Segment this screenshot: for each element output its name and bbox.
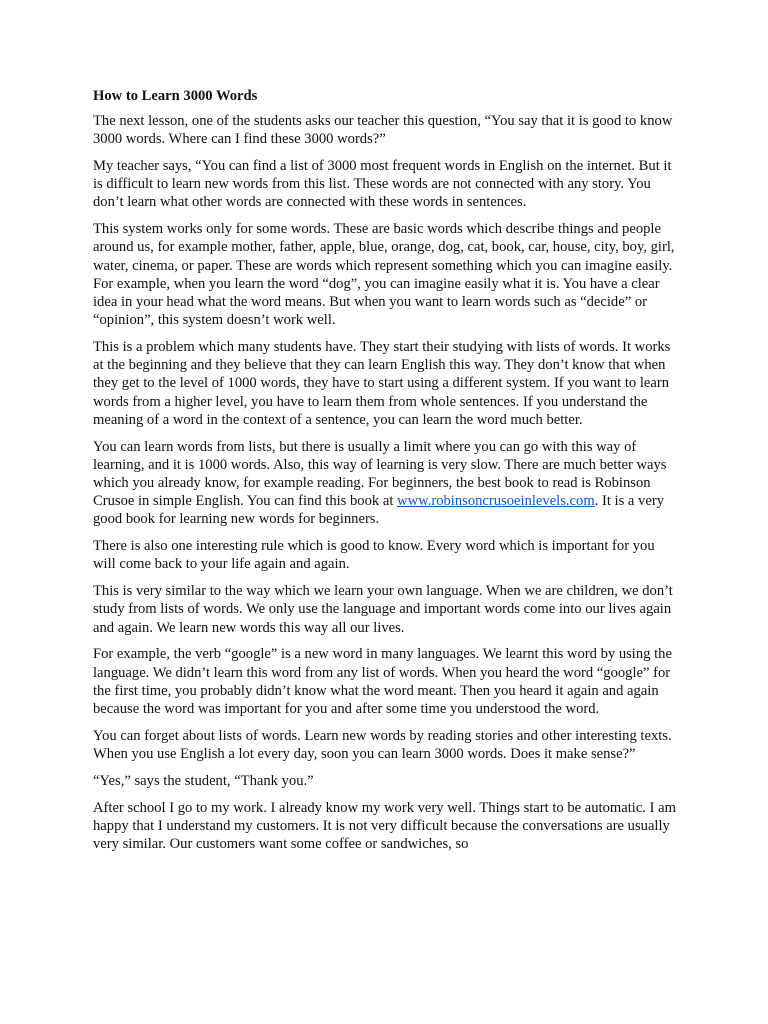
- document-page: [93, 86, 676, 862]
- paragraph-text-before-link: You can learn words from lists, but there is usually a limit where you can go with this way of learning, and it is 1000 words. Also, this way of learning is very slow. There are much better ways which you already know, for example reading. For beginners, the best book to read is Robinson Crusoe in simple English. You can find this book at: [93, 438, 667, 510]
- paragraph: This is a problem which many students have. They start their studying with lists of words. It works at the beginning and they believe that they can learn English this way. They don’t know that when they get to the level of 1000 words, they have to start using a different system. If you want to learn words from a higher level, you have to learn them from whole sentences. If you understand the meaning of a word in the context of a sentence, you can learn the word much better.: [93, 339, 671, 428]
- paragraph: You can forget about lists of words. Learn new words by reading stories and other interesting texts. When you use English a lot every day, soon you can learn 3000 words. Does it make sense?”: [93, 727, 672, 763]
- paragraph: This is very similar to the way which we learn your own language. When we are children, we don’t study from lists of words. We only use the language and important words come into our lives again and again. We learn new words this way all our lives.: [93, 583, 673, 636]
- document-title: How to Learn 3000 Words: [93, 88, 258, 104]
- robinson-crusoe-link[interactable]: www.robinsoncrusoeinlevels.com: [397, 493, 595, 510]
- paragraph: This system works only for some words. These are basic words which describe things and people around us, for example mother, father, apple, blue, orange, dog, cat, book, car, house, city, boy, girl, water, cinema, or paper. These are words which represent something which you can imagine easily. For example, when you learn the word “dog”, you can imagine easily what it is. You have a clear idea in your head what the word means. But when you want to learn words such as “decide” or “opinion”, this system doesn’t work well.: [93, 221, 675, 329]
- paragraph: “Yes,” says the student, “Thank you.”: [93, 772, 314, 789]
- paragraph: After school I go to my work. I already know my work very well. Things start to be automatic. I am happy that I understand my customers. It is not very difficult because the conversations are usually very similar. Our customers want some coffee or sandwiches, so: [93, 799, 676, 853]
- paragraph: For example, the verb “google” is a new word in many languages. We learnt this word by using the language. We didn’t learn this word from any list of words. When you heard the word “google” for the first time, you probably didn’t know what the word meant. Then you heard it again and again because the word was important for you and after some time you understood the word.: [93, 646, 672, 718]
- paragraph: There is also one interesting rule which is good to know. Every word which is important for you will come back to your life again and again.: [93, 538, 655, 573]
- paragraph-text-after-link: . It is a very good book for learning new words for beginners.: [93, 493, 664, 528]
- paragraph: The next lesson, one of the students asks our teacher this question, “You say that it is good to know 3000 words. Where can I find these 3000 words?”: [93, 113, 673, 148]
- paragraph-with-link: [93, 438, 676, 529]
- paragraph: My teacher says, “You can find a list of 3000 most frequent words in English on the internet. But it is difficult to learn new words from this list. These words are not connected with any story. You don’t learn what other words are connected with these words in sentences.: [93, 158, 672, 211]
